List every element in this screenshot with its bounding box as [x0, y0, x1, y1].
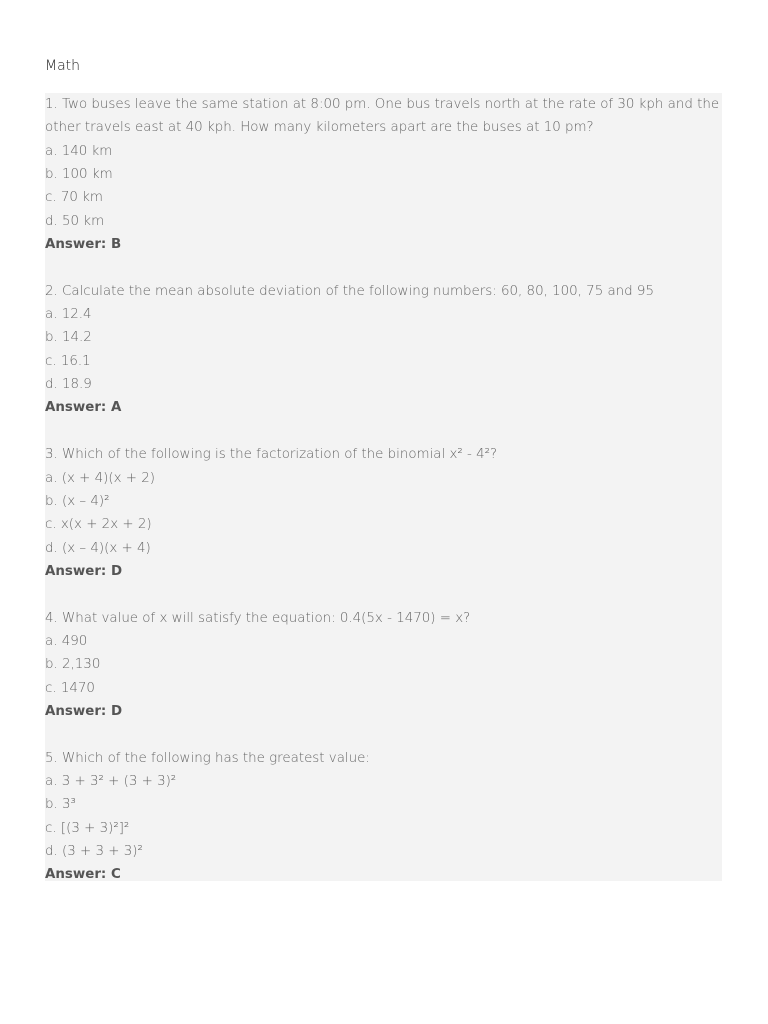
question-1-text: 1. Two buses leave the same station at 8:00 pm. One bus travels north at the rate of 30 kph and the other travels east at 40 kph. How many kilometers apart are the buses at 10 pm? [45, 97, 720, 136]
question-1-answer: Answer: B [45, 237, 122, 253]
question-5-answer: Answer: C [45, 867, 121, 883]
question-2-text: 2. Calculate the mean absolute deviation of the following numbers: 60, 80, 100, 75 and 95 [45, 283, 654, 299]
question-1-option-c: c. 70 km [45, 190, 103, 206]
question-1-option-d: d. 50 km [45, 213, 105, 229]
question-3-option-a: a. (x + 4)(x + 2) [45, 470, 155, 486]
question-3-option-b: b. (x – 4)² [45, 493, 110, 509]
question-1-option-a: a. 140 km [45, 143, 113, 159]
question-5-option-a: a. 3 + 3² + (3 + 3)² [45, 773, 177, 789]
question-5-text: 5. Which of the following has the greatest value: [45, 750, 370, 766]
questions-block [45, 93, 722, 881]
question-2-option-b: b. 14.2 [45, 330, 92, 346]
question-5-option-d: d. (3 + 3 + 3)² [45, 844, 143, 859]
question-spacer [45, 723, 722, 746]
question-5-option-c: c. [(3 + 3)²]² [45, 820, 130, 836]
question-spacer [45, 420, 722, 443]
question-4-option-b: b. 2,130 [45, 657, 101, 673]
question-2-option-c: c. 16.1 [45, 353, 91, 369]
question-2-option-a: a. 12.4 [45, 307, 92, 323]
questions-list [45, 93, 722, 887]
question-3-option-c: c. x(x + 2x + 2) [45, 517, 152, 533]
question-2-option-d: d. 18.9 [45, 377, 92, 393]
question-3-answer: Answer: D [45, 563, 123, 579]
question-4-option-a: a. 490 [45, 633, 88, 649]
question-5-option-b: b. 3³ [45, 797, 76, 813]
question-1-option-b: b. 100 km [45, 167, 113, 183]
question-3-text: 3. Which of the following is the factorization of the binomial x² - 4²? [45, 447, 498, 463]
question-spacer [45, 583, 722, 606]
page-title: Math [45, 58, 81, 74]
question-3-option-d: d. (x – 4)(x + 4) [45, 540, 151, 556]
question-4-option-c: c. 1470 [45, 680, 95, 696]
question-4-answer: Answer: D [45, 703, 123, 719]
question-4-text: 4. What value of x will satisfy the equation: 0.4(5x - 1470) = x? [45, 610, 471, 626]
question-spacer [45, 256, 722, 279]
question-2-answer: Answer: A [45, 400, 122, 416]
